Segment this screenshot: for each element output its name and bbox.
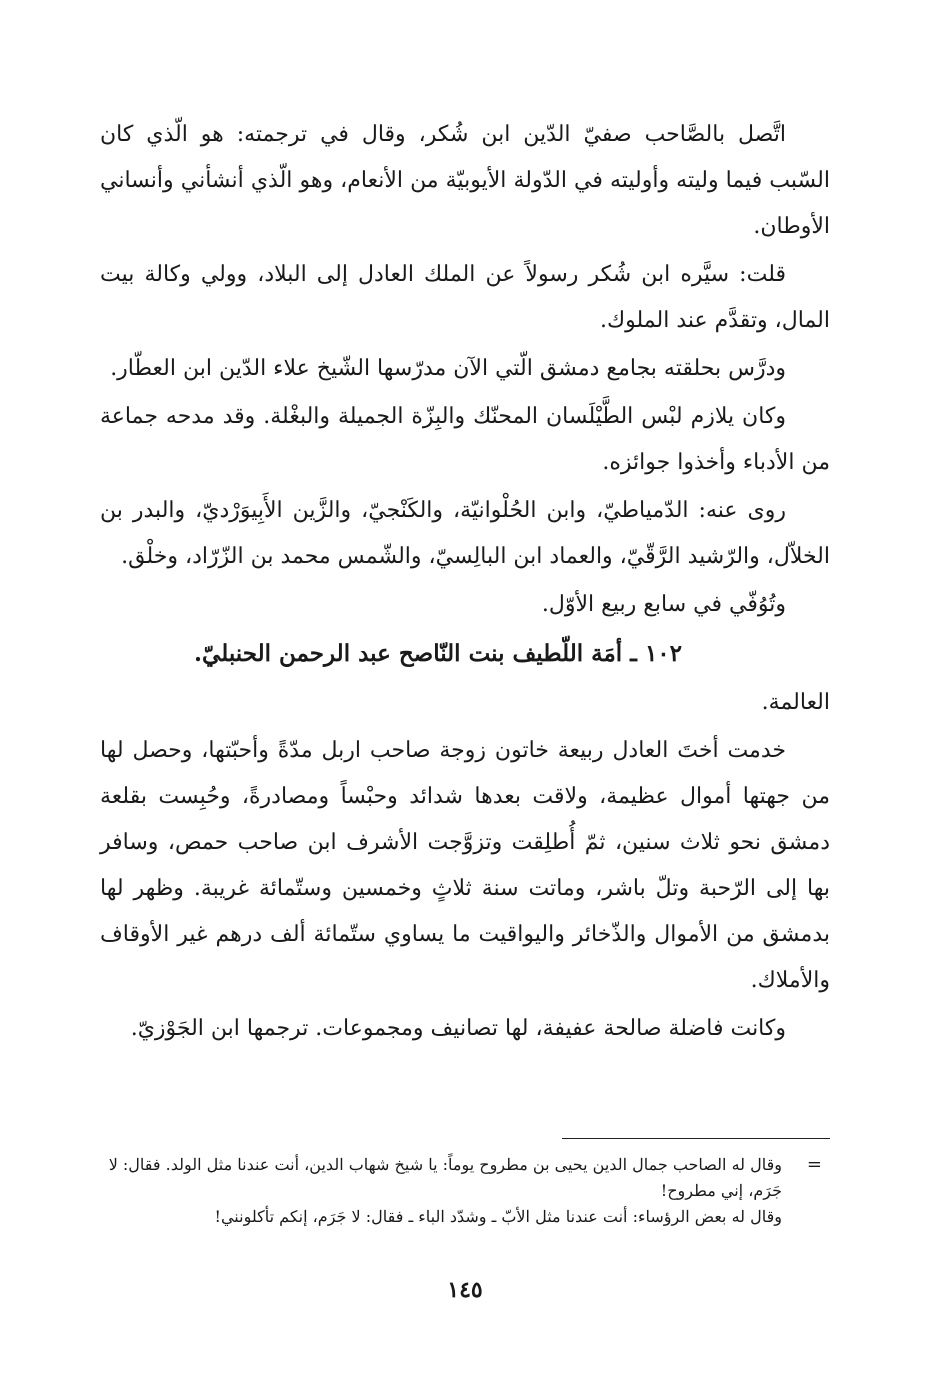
paragraph-6: وتُوُفّي في سابع ربيع الأوّل. <box>541 592 786 617</box>
footnote-line-1-text: وقال له الصاحب جمال الدين يحيى بن مطروح يوماً: يا شيخ شهاب الدين، أنت عندنا مثل الولد. فقال: لا جَرَم، إني مطروح! <box>108 1155 782 1200</box>
footnotes <box>100 1152 830 1230</box>
footnote-continuation-mark: = <box>806 1154 822 1175</box>
paragraph-3: ودرَّس بحلقته بجامع دمشق الّتي الآن مدرّسها الشّيخ علاء الدّين ابن العطّار. <box>110 356 786 381</box>
paragraph-8: خدمت أختَ العادل ربيعة خاتون زوجة صاحب اربل مدّةً وأحبّتها، وحصل لها من جهتها أموال عظيمة، ولاقت بعدها شدائد وحبْساً ومصادرةً، وحُبِست بقلعة دمشق نحو ثلاث سنين، ثمّ أُطلِقت وتزوَّجت الأشرف ابن صاحب حمص، وسافر بها إلى الرّحبة وتلّ باشر، وماتت سنة ثلاثٍ وخمسين وستّمائة غريبة. وظهر لها بدمشق من الأموال والذّخائر واليواقيت ما يساوي ستّمائة ألف درهم غير الأوقاف والأملاك. <box>100 738 830 993</box>
footnote-line-1 <box>100 1152 830 1204</box>
main-text-body <box>100 112 830 1054</box>
paragraph-7: العالمة. <box>761 690 830 715</box>
entry-heading: ١٠٢ ـ أمَة اللّطيف بنت النّاصح عبد الرحمن الحنبليّ. <box>194 640 682 667</box>
footnote-line-2: وقال له بعض الرؤساء: أنت عندنا مثل الأبّ ـ وشدّد الباء ـ فقال: لا جَرَم، إنكم تأكلونني! <box>214 1207 782 1226</box>
footnote-divider <box>562 1138 830 1139</box>
paragraph-2: قلت: سيَّره ابن شُكر رسولاً عن الملك العادل إلى البلاد، وولي وكالة بيت المال، وتقدَّم عند الملوك. <box>100 262 830 333</box>
page-number: ١٤٥ <box>447 1277 483 1303</box>
paragraph-4: وكان يلازم لبْس الطَّيْلَسان المحنّك والبِزّة الجميلة والبغْلة. وقد مدحه جماعة من الأدباء وأخذوا جوائزه. <box>100 404 830 475</box>
paragraph-9: وكانت فاضلة صالحة عفيفة، لها تصانيف ومجموعات. ترجمها ابن الجَوْزيّ. <box>130 1016 786 1041</box>
paragraph-5: روى عنه: الدّمياطيّ، وابن الحُلْوانيّة، والكَنْجيّ، والزَّين الأَبِيوَرْديّ، والبدر بن الخلاّل، والرّشيد الرَّقّيّ، والعماد ابن البالِسيّ، والشّمس محمد بن الزّرّاد، وخلْق. <box>100 498 830 569</box>
paragraph-1: اتَّصل بالصَّاحب صفيّ الدّين ابن شُكر، وقال في ترجمته: هو الّذي كان السّبب فيما وليته وأوليته في الدّولة الأيوبيّة من الأنعام، وهو الّذي أنشأني وأنساني الأوطان. <box>100 122 830 239</box>
